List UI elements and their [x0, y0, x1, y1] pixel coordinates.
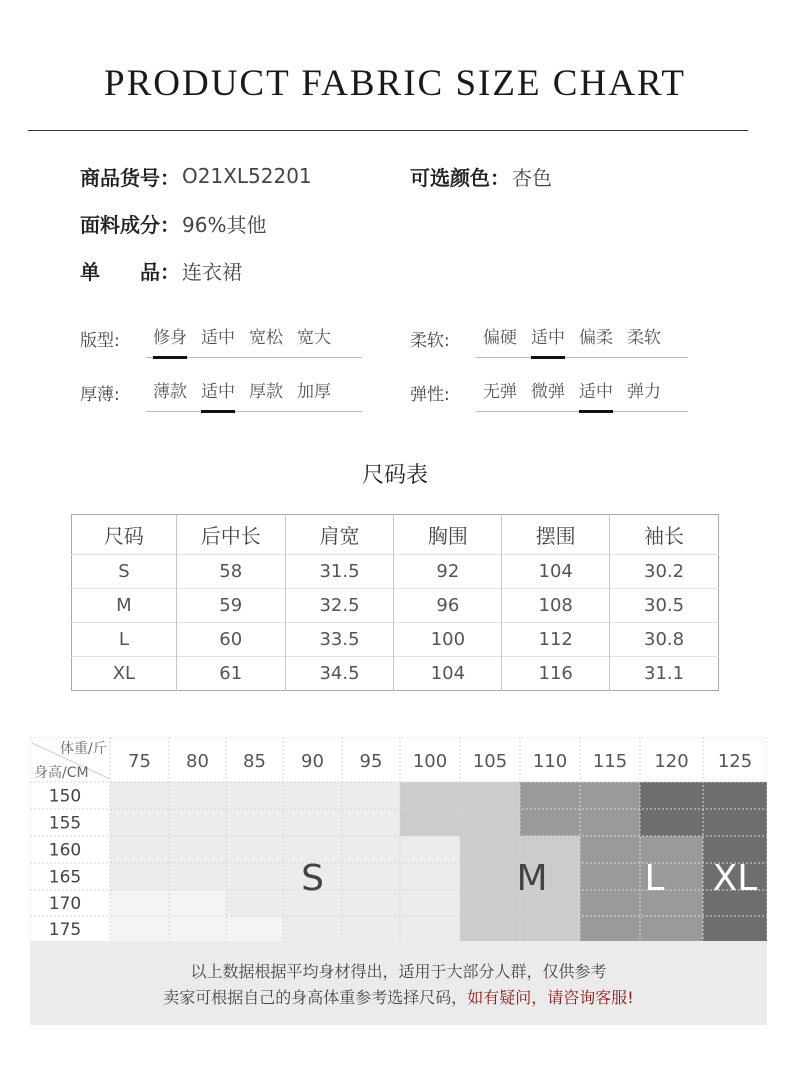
fabric-label: 面料成分：: [80, 212, 180, 237]
softness-label: 柔软:: [410, 330, 450, 351]
elasticity-scale: [410, 372, 688, 412]
size-zone-l: [580, 836, 703, 942]
fit-option: 宽松: [249, 327, 283, 348]
single-item-label: 单 品：: [80, 259, 180, 284]
weight-header: 120: [654, 751, 689, 772]
item-number-row: [80, 161, 312, 191]
color-row: [410, 161, 552, 191]
size-table-cell: 31.1: [610, 657, 719, 691]
fabric-value: 96%其他: [182, 212, 267, 237]
fit-scale: [80, 318, 362, 358]
size-table-header-cell: 摆围: [502, 515, 610, 555]
elasticity-option: 适中: [572, 372, 620, 412]
weight-header: 90: [301, 751, 324, 772]
height-label: 160: [48, 840, 82, 861]
size-table-cell: 32.5: [285, 589, 394, 623]
size-table-header-cell: 胸围: [394, 515, 502, 555]
elasticity-label: 弹性:: [410, 384, 450, 405]
size-table-header-cell: 后中长: [176, 515, 285, 555]
elasticity-options: [476, 372, 688, 412]
fit-option: 宽大: [297, 327, 331, 348]
size-table-cell: 61: [176, 657, 285, 691]
size-table-cell: L: [72, 623, 177, 657]
height-label: 150: [48, 786, 82, 807]
weight-header: 100: [412, 751, 448, 772]
size-table-cell: S: [72, 555, 177, 589]
weight-header: 110: [532, 751, 568, 772]
note-line-2: [30, 985, 767, 1008]
height-label: 155: [48, 813, 82, 834]
weight-header: 80: [186, 751, 209, 772]
note-line-1: 以上数据根据平均身材得出，适用于大部分人群，仅供参考: [190, 962, 607, 981]
height-label: 165: [48, 867, 82, 888]
item-number-label: 商品货号：: [80, 165, 180, 190]
weight-header: 75: [128, 751, 151, 772]
size-zone-label: M: [516, 858, 548, 899]
size-zone-label: S: [301, 858, 324, 899]
title-divider: [28, 130, 748, 131]
softness-option: 偏硬: [483, 327, 517, 348]
fit-options: [146, 318, 362, 358]
size-zone-gap: [110, 916, 283, 942]
fit-option: 适中: [201, 327, 235, 348]
size-zone-s: [400, 836, 460, 942]
size-table-cell: 58: [176, 555, 285, 589]
size-table-cell: 108: [502, 589, 610, 623]
size-table-cell: 30.8: [610, 623, 719, 657]
size-table-cell: 104: [502, 555, 610, 589]
size-zone-gap: [110, 890, 226, 916]
fit-label: 版型:: [80, 330, 120, 351]
corner-height-label: 身高/CM: [34, 765, 89, 781]
size-table-cell: 92: [394, 555, 502, 589]
reference-grid-svg: [30, 737, 767, 942]
weight-header: 95: [359, 751, 383, 772]
size-table-cell: 100: [394, 623, 502, 657]
size-table-cell: 30.2: [610, 555, 719, 589]
size-table-row: [72, 589, 719, 623]
item-number-value: O21XL52201: [182, 164, 312, 188]
size-table-header-cell: 尺码: [103, 524, 144, 548]
size-table-cell: 112: [502, 623, 610, 657]
size-table: [71, 514, 719, 691]
note-line-2-text: 卖家可根据自己的身高体重参考选择尺码，: [163, 988, 468, 1007]
size-table-header: [72, 515, 719, 555]
thickness-option: 厚款: [249, 381, 283, 402]
size-table-cell: M: [72, 589, 177, 623]
color-value: 杏色: [512, 165, 552, 190]
elasticity-option: 无弹: [483, 381, 517, 402]
weight-header: 115: [592, 751, 628, 772]
size-table-title: 尺码表: [361, 463, 428, 488]
size-table-cell: 104: [394, 657, 502, 691]
corner-weight-label: 体重/斤: [60, 741, 107, 757]
size-zone-label: XL: [712, 858, 758, 899]
single-item-value: 连衣裙: [182, 259, 242, 284]
weight-header: 105: [472, 751, 508, 772]
size-table-cell: 31.5: [285, 555, 394, 589]
softness-scale: [410, 318, 688, 358]
softness-option: 适中: [524, 318, 572, 358]
size-zone-label: L: [644, 858, 665, 899]
size-table-cell: 30.5: [610, 589, 719, 623]
softness-options: [476, 318, 688, 358]
thickness-scale: [80, 372, 362, 412]
size-table-cell: XL: [72, 657, 177, 691]
size-table-header-cell: 袖长: [610, 515, 719, 555]
size-table-row: [72, 657, 719, 691]
size-table-cell: 60: [176, 623, 285, 657]
softness-option: 柔软: [627, 327, 661, 348]
thickness-option: 适中: [194, 372, 242, 412]
notes-box: [30, 941, 767, 1025]
size-table-cell: 59: [176, 589, 285, 623]
size-table-cell: 116: [502, 657, 610, 691]
thickness-option: 薄款: [153, 381, 187, 402]
size-table-row: [72, 623, 719, 657]
size-table-header-cell: 肩宽: [285, 515, 394, 555]
thickness-label: 厚薄:: [80, 384, 120, 405]
size-table-cell: 96: [394, 589, 502, 623]
page-title: PRODUCT FABRIC SIZE CHART: [104, 63, 686, 104]
fit-option: 修身: [146, 318, 194, 358]
size-table-cell: 34.5: [285, 657, 394, 691]
color-label: 可选颜色：: [410, 165, 510, 190]
size-table-row: [72, 555, 719, 589]
weight-header: 125: [717, 751, 753, 772]
softness-option: 偏柔: [579, 327, 613, 348]
single-item-row: [80, 255, 242, 285]
fabric-row: [80, 208, 266, 238]
thickness-options: [146, 372, 362, 412]
elasticity-option: 弹力: [627, 381, 661, 402]
height-label: 175: [48, 920, 82, 940]
height-label: 170: [48, 894, 82, 914]
elasticity-option: 微弹: [531, 381, 565, 402]
weight-header: 85: [243, 751, 266, 772]
thickness-option: 加厚: [297, 381, 331, 402]
size-table-cell: 33.5: [285, 623, 394, 657]
note-contact-highlight: 如有疑问，请咨询客服!: [467, 988, 634, 1007]
